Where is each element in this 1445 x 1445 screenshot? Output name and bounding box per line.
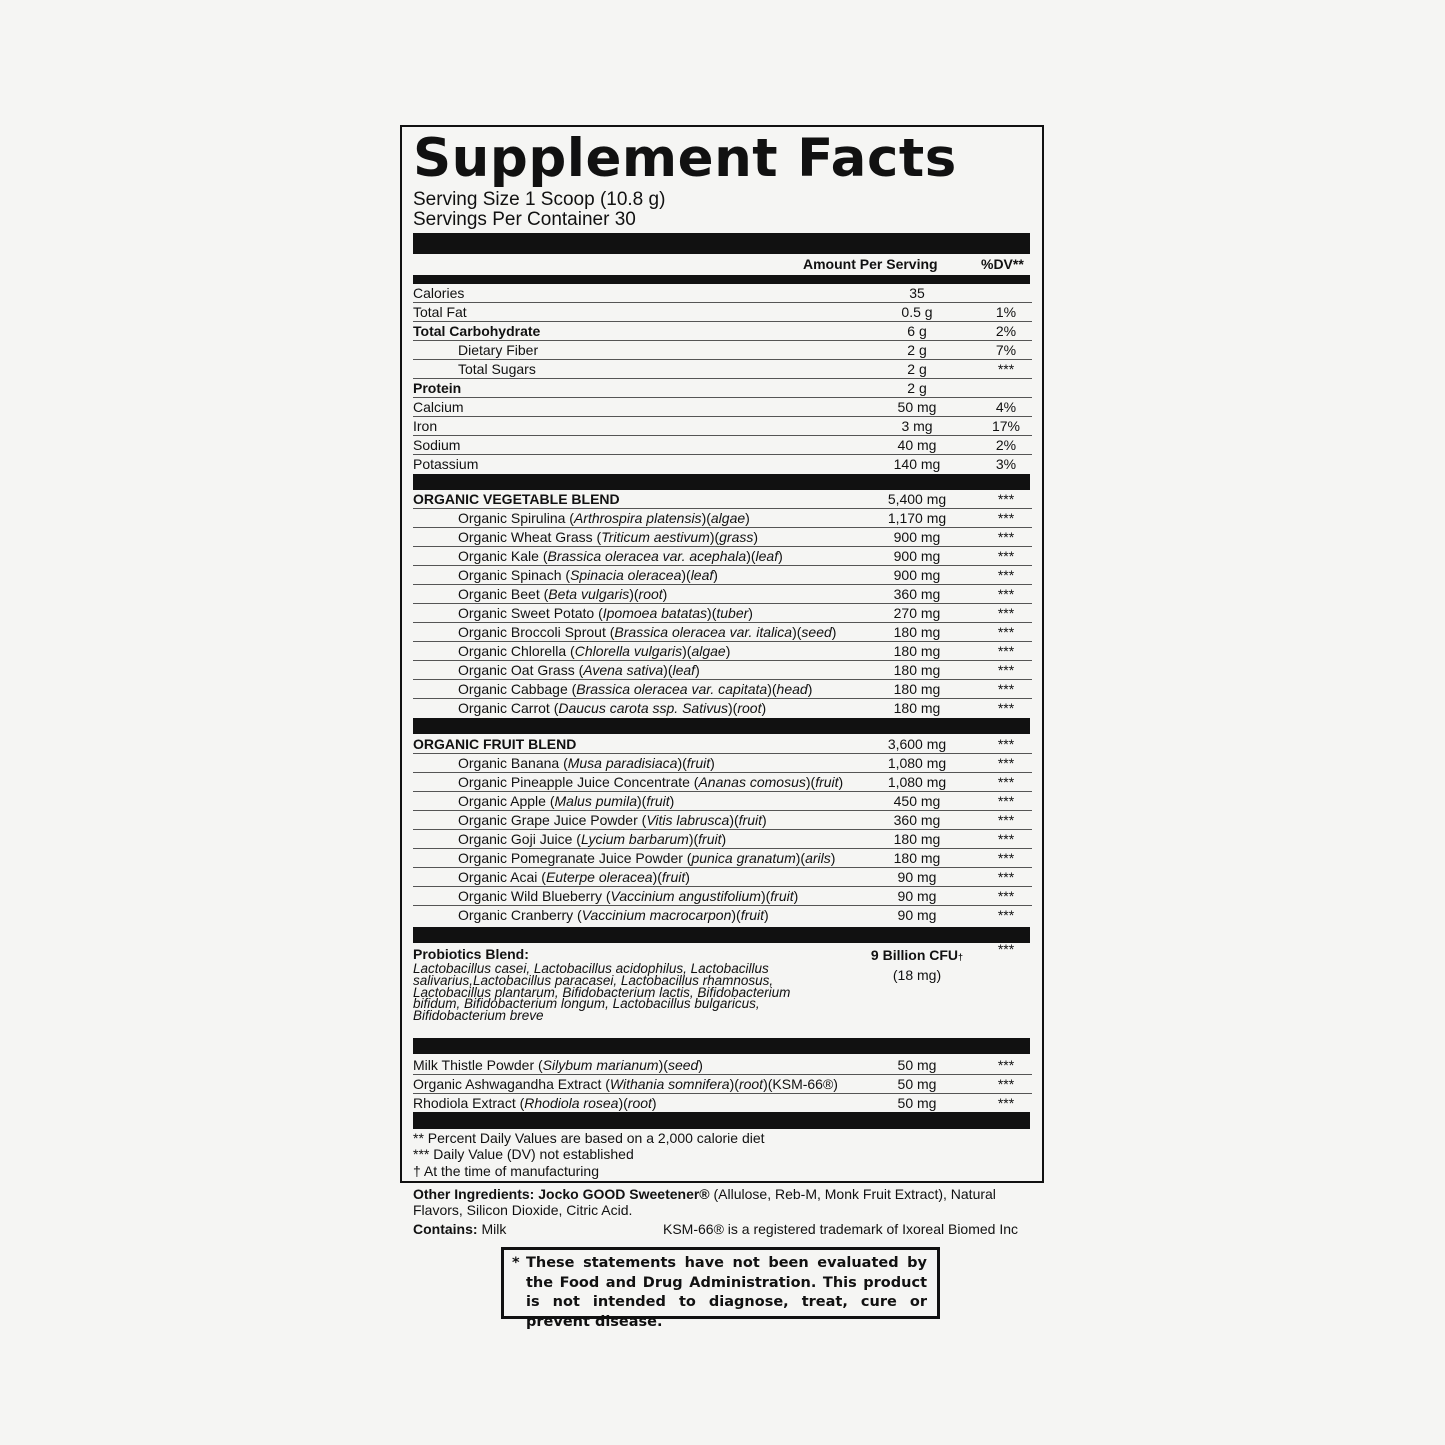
dv-value: ***	[997, 700, 1015, 716]
dv-value: ***	[997, 831, 1015, 847]
dv-value: ***	[997, 491, 1015, 507]
other-ingredients: Other Ingredients: Jocko GOOD Sweetener® (Allulose, Reb-M, Monk Fruit Extract), Natural Flavors, Silicon Dioxide, Citric Acid.	[413, 1186, 996, 1218]
amount-value: 3 mg	[901, 418, 933, 434]
blend-title: ORGANIC FRUIT BLEND	[413, 736, 577, 752]
table-row	[413, 754, 1032, 773]
nutrient-name: Total Sugars	[458, 361, 536, 377]
ingredient-name: Organic Beet (Beta vulgaris)(root)	[458, 586, 668, 602]
probiotics-dv: ***	[997, 941, 1015, 957]
panel-title: Supplement Facts	[413, 128, 957, 189]
amount-value: 1,080 mg	[887, 755, 947, 771]
table-row	[413, 1094, 1032, 1113]
ingredient-name: Milk Thistle Powder (Silybum marianum)(seed)	[413, 1057, 703, 1073]
table-row	[413, 566, 1032, 585]
ingredient-name: Organic Cranberry (Vaccinium macrocarpon)(fruit)	[458, 907, 769, 923]
table-row	[413, 455, 1032, 474]
probiotics-title: Probiotics Blend:	[413, 946, 529, 962]
amount-value: 360 mg	[893, 586, 941, 602]
table-row	[413, 417, 1032, 436]
fda-disclaimer-text: These statements have not been evaluated by the Food and Drug Administration. This product is not intended to diagnose, treat, cure or prevent disease.	[526, 1255, 927, 1330]
amount-value: 90 mg	[897, 869, 937, 885]
amount-value: 50 mg	[897, 1057, 937, 1073]
dv-value: ***	[997, 529, 1015, 545]
table-row	[413, 547, 1032, 566]
amount-value: 50 mg	[897, 1095, 937, 1111]
amount-value: 0.5 g	[901, 304, 933, 320]
ingredient-name: Organic Cabbage (Brassica oleracea var. capitata)(head)	[458, 681, 813, 697]
amount-value: 180 mg	[893, 662, 941, 678]
table-row	[413, 661, 1032, 680]
ingredient-name: Organic Oat Grass (Avena sativa)(leaf)	[458, 662, 700, 678]
table-row	[413, 509, 1032, 528]
dv-value: 7%	[995, 342, 1017, 358]
nutrient-name: Iron	[413, 418, 438, 434]
ingredient-name: Organic Wild Blueberry (Vaccinium angustifolium)(fruit)	[458, 888, 799, 904]
amount-value: 270 mg	[893, 605, 941, 621]
table-row	[413, 303, 1032, 322]
probiotics-strains: Lactobacillus casei, Lactobacillus acidophilus, Lactobacillus salivarius,Lactobacillus paracasei, Lactobacillus rhamnosus, Lactobacillus plantarum, Bifidobacterium lactis, Bifidobacterium bifidum, Bifidobacterium longum, Lactobacillus bulgaricus, Bifidobacterium breve	[413, 961, 791, 1024]
table-row	[413, 699, 1032, 718]
amount-value: 180 mg	[893, 624, 941, 640]
medium-divider	[413, 275, 1030, 284]
ingredient-name: Organic Spirulina (Arthrospira platensis)(algae)	[458, 510, 750, 526]
table-row	[413, 642, 1032, 661]
table-row	[413, 1056, 1032, 1075]
table-row	[413, 322, 1032, 341]
table-row	[413, 379, 1032, 398]
nutrient-name: Total Carbohydrate	[413, 323, 541, 339]
table-row	[413, 773, 1032, 792]
ingredient-name: Organic Grape Juice Powder (Vitis labrusca)(fruit)	[458, 812, 767, 828]
amount-value: 180 mg	[893, 643, 941, 659]
dv-value: ***	[997, 850, 1015, 866]
dv-value: ***	[997, 793, 1015, 809]
amount-value: 140 mg	[893, 456, 941, 472]
table-row	[413, 735, 1032, 754]
table-row	[413, 604, 1032, 623]
nutrient-name: Sodium	[413, 437, 461, 453]
table-row	[413, 887, 1032, 906]
table-row	[413, 284, 1032, 303]
amount-value: 1,080 mg	[887, 774, 947, 790]
ingredient-name: Rhodiola Extract (Rhodiola rosea)(root)	[413, 1095, 657, 1111]
amount-value: 90 mg	[897, 907, 937, 923]
dagger-mark: †	[958, 952, 964, 962]
dv-value: ***	[997, 681, 1015, 697]
amount-value: 180 mg	[893, 700, 941, 716]
table-row	[413, 436, 1032, 455]
asterisk-mark: *	[512, 1255, 520, 1271]
ingredient-name: Organic Spinach (Spinacia oleracea)(leaf)	[458, 567, 718, 583]
amount-value: 35	[909, 285, 925, 301]
amount-value: 5,400 mg	[887, 491, 947, 507]
amount-value: 2 g	[907, 361, 927, 377]
dv-value: ***	[997, 869, 1015, 885]
table-row	[413, 792, 1032, 811]
amount-value: 6 g	[907, 323, 927, 339]
dv-value: ***	[997, 586, 1015, 602]
servings-per-container: Servings Per Container 30	[413, 209, 636, 230]
probiotics-amount: 9 Billion CFU†	[870, 947, 964, 963]
nutrient-name: Dietary Fiber	[458, 342, 539, 358]
ingredient-name: Organic Ashwagandha Extract (Withania somnifera)(root)(KSM-66®)	[413, 1076, 838, 1092]
amount-value: 90 mg	[897, 888, 937, 904]
dv-value: ***	[997, 510, 1015, 526]
probiotics-weight: (18 mg)	[892, 967, 942, 983]
amount-value: 180 mg	[893, 850, 941, 866]
dv-value: 17%	[991, 418, 1021, 434]
amount-value: 900 mg	[893, 567, 941, 583]
ingredient-name: Organic Chlorella (Chlorella vulgaris)(algae)	[458, 643, 731, 659]
dv-value: ***	[997, 605, 1015, 621]
amount-per-serving-header: Amount Per Serving	[803, 256, 938, 272]
amount-value: 50 mg	[897, 399, 937, 415]
ingredient-name: Organic Wheat Grass (Triticum aestivum)(grass)	[458, 529, 759, 545]
table-row	[413, 680, 1032, 699]
thick-divider	[413, 927, 1030, 943]
nutrient-name: Calories	[413, 285, 465, 301]
ingredient-name: Organic Kale (Brassica oleracea var. acephala)(leaf)	[458, 548, 783, 564]
ingredient-name: Organic Goji Juice (Lycium barbarum)(fruit)	[458, 831, 727, 847]
ingredient-name: Organic Banana (Musa paradisiaca)(fruit)	[458, 755, 715, 771]
table-row	[413, 811, 1032, 830]
thick-divider	[413, 474, 1030, 490]
footnote-dv-basis: ** Percent Daily Values are based on a 2,000 calorie diet	[413, 1130, 765, 1146]
table-row	[413, 398, 1032, 417]
ingredient-name: Organic Pomegranate Juice Powder (punica granatum)(arils)	[458, 850, 836, 866]
blend-title: ORGANIC VEGETABLE BLEND	[413, 491, 620, 507]
dv-value: ***	[997, 567, 1015, 583]
amount-value: 450 mg	[893, 793, 941, 809]
footnote-manufacturing: † At the time of manufacturing	[413, 1163, 599, 1179]
amount-value: 40 mg	[897, 437, 937, 453]
thick-divider	[413, 233, 1030, 254]
amount-value: 360 mg	[893, 812, 941, 828]
amount-value: 900 mg	[893, 529, 941, 545]
dv-value: ***	[997, 643, 1015, 659]
amount-value: 2 g	[907, 380, 927, 396]
nutrient-name: Total Fat	[413, 304, 467, 320]
trademark-notice: KSM-66® is a registered trademark of Ixoreal Biomed Inc	[663, 1221, 1019, 1237]
amount-value: 50 mg	[897, 1076, 937, 1092]
table-row	[413, 1075, 1032, 1094]
ingredient-name: Organic Acai (Euterpe oleracea)(fruit)	[458, 869, 690, 885]
ingredient-name: Organic Pineapple Juice Concentrate (Ananas comosus)(fruit)	[458, 774, 844, 790]
amount-value: 1,170 mg	[887, 510, 947, 526]
nutrient-name: Protein	[413, 380, 462, 396]
dv-value: 3%	[995, 456, 1017, 472]
fda-disclaimer-box	[501, 1247, 940, 1330]
amount-value: 180 mg	[893, 831, 941, 847]
dv-value: ***	[997, 812, 1015, 828]
dv-value: ***	[997, 1095, 1015, 1111]
table-row	[413, 360, 1032, 379]
dv-value: ***	[997, 774, 1015, 790]
table-row	[413, 585, 1032, 604]
table-row	[413, 623, 1032, 642]
dv-value: ***	[997, 1057, 1015, 1073]
dv-value: ***	[997, 736, 1015, 752]
dv-value: ***	[997, 624, 1015, 640]
dv-value: ***	[997, 755, 1015, 771]
table-row	[413, 341, 1032, 360]
dv-value: 4%	[995, 399, 1017, 415]
dv-header: %DV**	[981, 256, 1024, 272]
dv-value: 2%	[995, 437, 1017, 453]
ingredient-name: Organic Sweet Potato (Ipomoea batatas)(tuber)	[458, 605, 753, 621]
serving-size: Serving Size 1 Scoop (10.8 g)	[413, 189, 666, 210]
table-row	[413, 830, 1032, 849]
table-row	[413, 849, 1032, 868]
table-row	[413, 868, 1032, 887]
amount-value: 180 mg	[893, 681, 941, 697]
dv-value: ***	[997, 888, 1015, 904]
table-row	[413, 490, 1032, 509]
amount-value: 900 mg	[893, 548, 941, 564]
thick-divider	[413, 718, 1030, 734]
footnote-dv-not-established: *** Daily Value (DV) not established	[413, 1146, 634, 1162]
ingredient-name: Organic Broccoli Sprout (Brassica oleracea var. italica)(seed)	[458, 624, 837, 640]
nutrient-name: Calcium	[413, 399, 464, 415]
amount-value: 3,600 mg	[887, 736, 947, 752]
dv-value: 1%	[995, 304, 1017, 320]
dv-value: ***	[997, 361, 1015, 377]
ingredient-name: Organic Apple (Malus pumila)(fruit)	[458, 793, 675, 809]
thick-divider	[413, 1112, 1030, 1129]
nutrient-name: Potassium	[413, 456, 479, 472]
dv-value: ***	[997, 662, 1015, 678]
table-row	[413, 528, 1032, 547]
amount-value: 2 g	[907, 342, 927, 358]
table-row	[413, 906, 1032, 925]
allergen-contains: Contains: Milk	[413, 1221, 507, 1237]
dv-value: ***	[997, 1076, 1015, 1092]
dv-value: 2%	[995, 323, 1017, 339]
dv-value: ***	[997, 907, 1015, 923]
ingredient-name: Organic Carrot (Daucus carota ssp. Sativus)(root)	[458, 700, 767, 716]
dv-value: ***	[997, 548, 1015, 564]
thick-divider	[413, 1038, 1030, 1054]
